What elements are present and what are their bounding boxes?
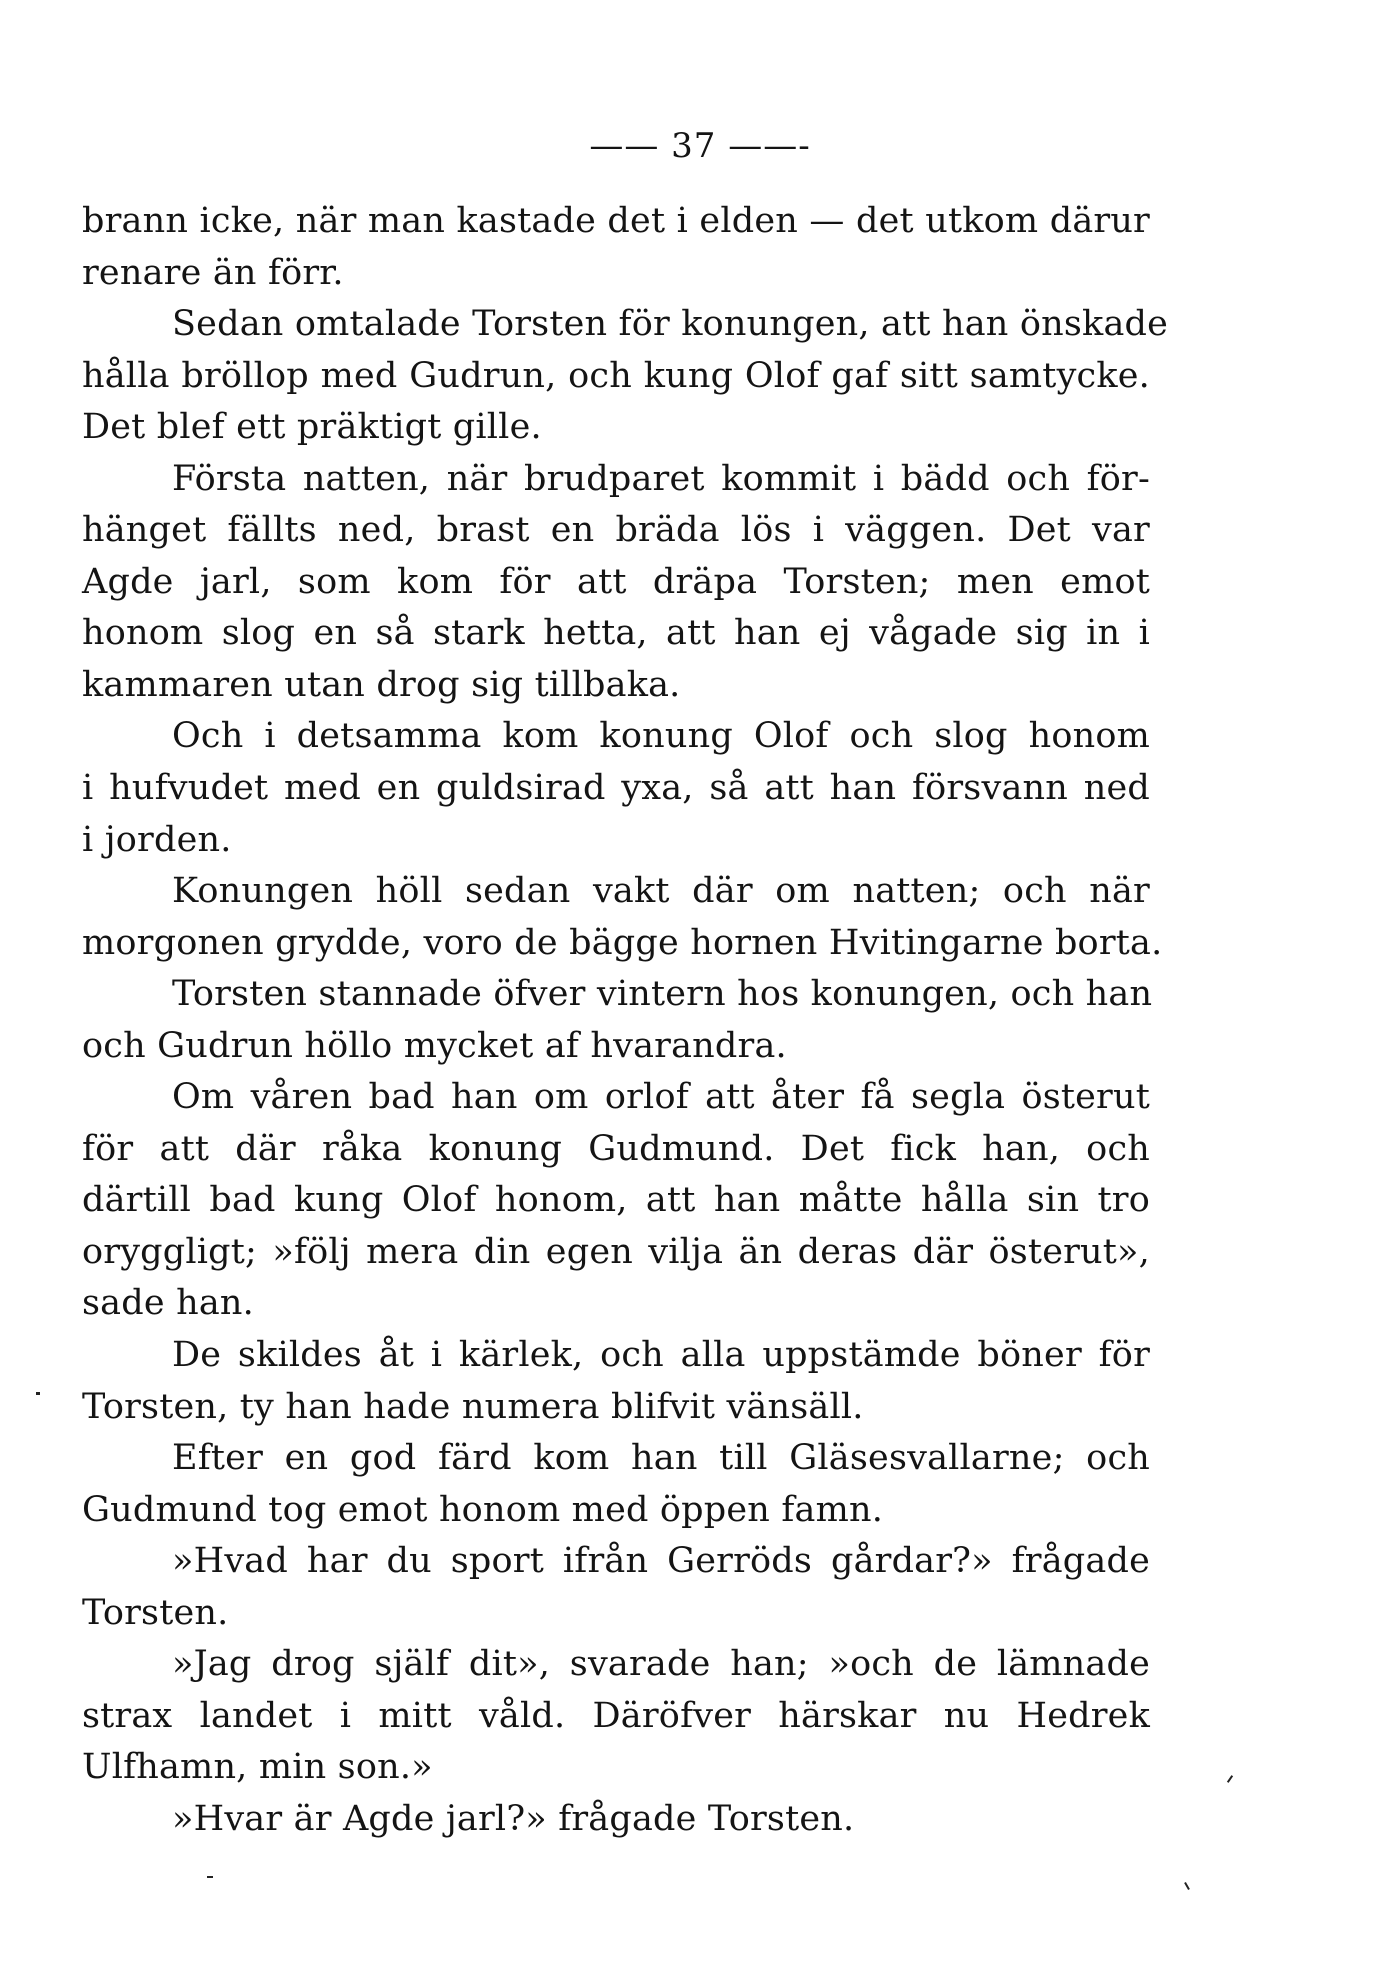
page-number-header: —— 37 ——- <box>589 126 811 166</box>
text-line: hänget fällts ned, brast en bräda lös i väggen. Det var <box>82 510 1150 551</box>
body-text <box>82 196 1169 1846</box>
text-line: morgonen grydde, voro de bägge hornen Hvitingarne borta. <box>82 922 1163 963</box>
text-line: Ulfhamn, min son.» <box>82 1747 433 1788</box>
text-line: Sedan omtalade Torsten för konungen, att han önskade <box>172 304 1169 345</box>
text-line: brann icke, när man kastade det i elden — det utkom därur <box>82 201 1150 241</box>
text-line: strax landet i mitt våld. Däröfver härskar nu Hedrek <box>82 1695 1150 1736</box>
text-line: Konungen höll sedan vakt där om natten; och när <box>172 871 1150 912</box>
text-line: och Gudrun höllo mycket af hvarandra. <box>82 1025 787 1066</box>
text-line: oryggligt; »följ mera din egen vilja än deras där österut», <box>82 1231 1150 1272</box>
text-line: i hufvudet med en guldsirad yxa, så att han försvann ned <box>82 768 1150 809</box>
text-line: Om våren bad han om orlof att åter få segla österut <box>172 1077 1150 1118</box>
text-line: »Jag drog själf dit», svarade han; »och de lämnade <box>172 1644 1150 1685</box>
text-line: Efter en god färd kom han till Gläsesvallarne; och <box>172 1438 1150 1479</box>
text-line: Gudmund tog emot honom med öppen famn. <box>82 1489 884 1530</box>
scan-speck <box>207 1876 213 1878</box>
text-line: honom slog en så stark hetta, att han ej vågade sig in i <box>82 613 1150 654</box>
text-line: »Hvar är Agde jarl?» frågade Torsten. <box>172 1798 855 1839</box>
text-line: De skildes åt i kärlek, och alla uppstämde böner för <box>172 1335 1150 1376</box>
text-line: hålla bröllop med Gudrun, och kung Olof gaf sitt samtycke. <box>82 355 1150 396</box>
text-line: i jorden. <box>82 819 232 860</box>
text-line: Och i detsamma kom konung Olof och slog honom <box>172 716 1150 757</box>
text-line: »Hvad har du sport ifrån Gerröds gårdar?» frågade <box>172 1541 1150 1582</box>
text-line: sade han. <box>82 1283 254 1324</box>
scan-speck <box>1184 1882 1190 1890</box>
text-line: Torsten. <box>82 1592 229 1633</box>
text-line: kammaren utan drog sig tillbaka. <box>82 664 681 705</box>
text-line: därtill bad kung Olof honom, att han måtte hålla sin tro <box>82 1180 1150 1221</box>
text-line: Torsten stannade öfver vintern hos konungen, och han <box>172 974 1153 1015</box>
text-line: för att där råka konung Gudmund. Det fick han, och <box>82 1128 1150 1169</box>
text-line: Torsten, ty han hade numera blifvit vänsäll. <box>82 1386 864 1427</box>
scan-speck <box>1227 1775 1233 1783</box>
text-line: renare än förr. <box>82 252 344 293</box>
text-line: Det blef ett präktigt gille. <box>82 407 542 448</box>
text-line: Första natten, när brudparet kommit i bädd och för- <box>172 458 1150 499</box>
scan-speck <box>36 1392 40 1395</box>
text-line: Agde jarl, som kom för att dräpa Torsten; men emot <box>82 561 1150 602</box>
